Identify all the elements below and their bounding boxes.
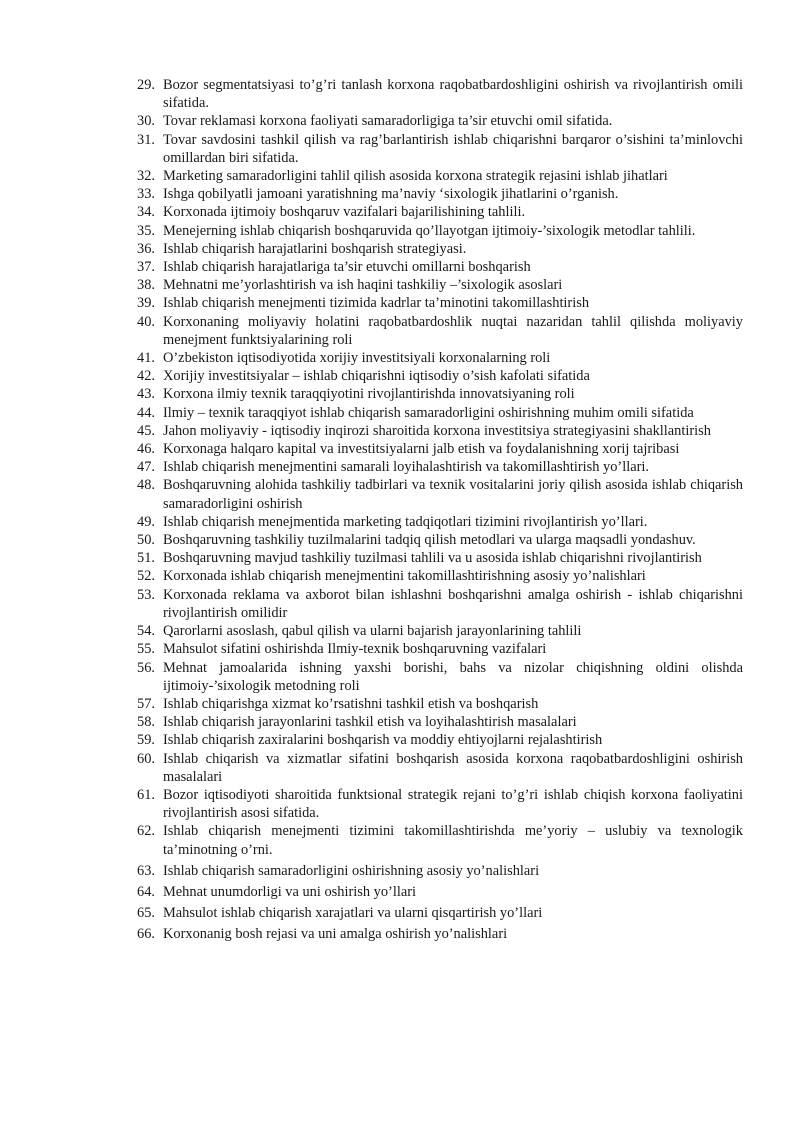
item-number: 42. — [137, 368, 155, 385]
list-item — [137, 440, 743, 458]
item-text: Ishlab chiqarish jarayonlarini tashkil etish va loyihalashtirish masalalari — [163, 714, 577, 731]
list-item — [137, 883, 743, 901]
item-number: 40. — [137, 313, 155, 330]
item-text: Mehnat jamoalarida ishning yaxshi borishi, bahs va nizolar chiqishning oldini olishda ijtimoiy-’sixologik metodning roli — [163, 659, 743, 694]
list-item — [137, 622, 743, 640]
item-number: 39. — [137, 295, 155, 312]
item-number: 35. — [137, 222, 155, 239]
item-text: Mahsulot sifatini oshirishda Ilmiy-texnik boshqaruvning vazifalari — [163, 641, 547, 658]
list-item — [137, 367, 743, 385]
list-item — [137, 112, 743, 130]
item-text: Korxona ilmiy texnik taraqqiyotini rivojlantirishda innovatsiyaning roli — [163, 386, 575, 403]
item-text: Korxonada ishlab chiqarish menejmentini takomillashtirishning asosiy yo’nalishlari — [163, 568, 646, 585]
item-number: 37. — [137, 259, 155, 276]
item-text: Marketing samaradorligini tahlil qilish asosida korxona strategik rejasini ishlab jihatlari — [163, 168, 668, 185]
item-number: 49. — [137, 513, 155, 530]
item-number: 43. — [137, 386, 155, 403]
item-number: 29. — [137, 77, 155, 93]
list-item — [137, 586, 743, 622]
list-item — [137, 862, 743, 880]
list-item — [137, 422, 743, 440]
list-item — [137, 294, 743, 312]
list-item — [137, 786, 743, 822]
topic-list — [137, 76, 743, 944]
list-item — [137, 185, 743, 203]
item-number: 62. — [137, 823, 155, 840]
item-number: 61. — [137, 786, 155, 803]
item-text: Qarorlarni asoslash, qabul qilish va ularni bajarish jarayonlarining tahlili — [163, 623, 582, 640]
item-number: 63. — [137, 862, 155, 879]
item-text: Mehnat unumdorligi va uni oshirish yo’llari — [163, 883, 417, 900]
list-item — [137, 476, 743, 512]
item-number: 50. — [137, 532, 155, 549]
item-number: 59. — [137, 732, 155, 749]
item-text: Xorijiy investitsiyalar – ishlab chiqarishni iqtisodiy o’sish kafolati sifatida — [163, 368, 590, 385]
item-text: Ilmiy – texnik taraqqiyot ishlab chiqarish samaradorligini oshirishning muhim omili sifatida — [163, 404, 694, 421]
list-item — [137, 713, 743, 731]
list-item — [137, 222, 743, 240]
item-text: Ishlab chiqarish samaradorligini oshirishning asosiy yo’nalishlari — [163, 862, 540, 879]
list-item — [137, 313, 743, 349]
item-text: Tovar savdosini tashkil qilish va rag’barlantirish ishlab chiqarishni barqaror o’sishini ta’minlovchi omillardan biri sifatida. — [163, 131, 743, 166]
item-number: 38. — [137, 277, 155, 294]
item-number: 58. — [137, 714, 155, 731]
list-item — [137, 513, 743, 531]
list-item — [137, 167, 743, 185]
item-number: 33. — [137, 186, 155, 203]
item-text: Korxonanig bosh rejasi va uni amalga oshirish yo’nalishlari — [163, 926, 508, 943]
item-text: Korxonaga halqaro kapital va investitsiyalarni jalb etish va foydalanishning xorij tajribasi — [163, 441, 680, 458]
item-number: 30. — [137, 113, 155, 130]
item-text: Ishlab chiqarish harajatlarini boshqarish strategiyasi. — [163, 240, 467, 257]
item-number: 31. — [137, 131, 155, 148]
item-text: Boshqaruvning alohida tashkiliy tadbirlari va texnik vositalarini joriy qilish asosida ishlab chiqarish samaradorligini oshirish — [163, 477, 743, 512]
item-text: Jahon moliyaviy - iqtisodiy inqirozi sharoitida korxona investitsiya strategiyasini shakllantirish — [163, 422, 711, 439]
item-number: 65. — [137, 905, 155, 922]
item-text: Ishlab chiqarishga xizmat ko’rsatishni tashkil etish va boshqarish — [163, 695, 539, 712]
item-text: Boshqaruvning mavjud tashkiliy tuzilmasi tahlili va u asosida ishlab chiqarishni rivojlantirish — [163, 550, 702, 567]
list-item — [137, 203, 743, 221]
item-number: 66. — [137, 926, 155, 943]
list-item — [137, 349, 743, 367]
item-number: 56. — [137, 659, 155, 676]
item-number: 41. — [137, 350, 155, 367]
item-text: O’zbekiston iqtisodiyotida xorijiy investitsiyali korxonalarning roli — [163, 350, 551, 367]
list-item — [137, 385, 743, 403]
list-item — [137, 531, 743, 549]
item-number: 55. — [137, 641, 155, 658]
list-item — [137, 822, 743, 858]
list-item — [137, 659, 743, 695]
list-item — [137, 731, 743, 749]
list-item — [137, 76, 743, 112]
list-item — [137, 458, 743, 476]
item-text: Boshqaruvning tashkiliy tuzilmalarini tadqiq qilish metodlari va ularga maqsadli yondashuv. — [163, 532, 696, 549]
item-number: 32. — [137, 168, 155, 185]
item-number: 45. — [137, 422, 155, 439]
item-text: Ishlab chiqarish zaxiralarini boshqarish va moddiy ehtiyojlarni rejalashtirish — [163, 732, 603, 749]
item-number: 44. — [137, 404, 155, 421]
item-number: 46. — [137, 441, 155, 458]
list-item — [137, 695, 743, 713]
list-item — [137, 904, 743, 922]
item-number: 34. — [137, 204, 155, 221]
item-number: 60. — [137, 750, 155, 767]
list-item — [137, 258, 743, 276]
item-text: Tovar reklamasi korxona faoliyati samaradorligiga ta’sir etuvchi omil sifatida. — [163, 113, 613, 130]
item-number: 48. — [137, 477, 155, 494]
item-text: Ishlab chiqarish menejmenti tizimida kadrlar ta’minotini takomillashtirish — [163, 295, 590, 312]
item-text: Bozor iqtisodiyoti sharoitida funktsional strategik rejani to’g’ri ishlab chiqish korxona faoliyatini rivojlantirish asosi sifatida. — [163, 786, 743, 822]
item-text: Mehnatni me’yorlashtirish va ish haqini tashkiliy –’sixologik asoslari — [163, 277, 563, 294]
item-text: Mahsulot ishlab chiqarish xarajatlari va ularni qisqartirish yo’llari — [163, 905, 543, 922]
item-number: 53. — [137, 586, 155, 603]
list-item — [137, 925, 743, 943]
list-item — [137, 131, 743, 167]
item-text: Ishlab chiqarish menejmentida marketing tadqiqotlari tizimini rivojlantirish yo’llari. — [163, 513, 648, 530]
list-item — [137, 276, 743, 294]
item-number: 54. — [137, 623, 155, 640]
item-text: Ishlab chiqarish menejmentini samarali loyihalashtirish va takomillashtirish yo’llari. — [163, 459, 649, 476]
item-text: Korxonaning moliyaviy holatini raqobatbardoshlik nuqtai nazaridan tahlil qilishda moliyaviy menejment funktsiyalarining roli — [163, 313, 743, 348]
list-item — [137, 240, 743, 258]
item-text: Ishga qobilyatli jamoani yaratishning ma’naviy ‘sixologik jihatlarini o’rganish. — [163, 186, 619, 203]
item-number: 47. — [137, 459, 155, 476]
item-number: 64. — [137, 883, 155, 900]
item-text: Ishlab chiqarish harajatlariga ta’sir etuvchi omillarni boshqarish — [163, 259, 531, 276]
item-text: Korxonada ijtimoiy boshqaruv vazifalari bajarilishining tahlili. — [163, 204, 526, 221]
item-text: Ishlab chiqarish menejmenti tizimini takomillashtirishda me’yoriy – uslubiy va texnologik ta’minotning o’rni. — [163, 823, 743, 858]
item-number: 51. — [137, 550, 155, 567]
list-item — [137, 750, 743, 786]
item-number: 36. — [137, 240, 155, 257]
item-text: Korxonada reklama va axborot bilan ishlashni boshqarishni amalga oshirish - ishlab chiqarishni rivojlantirish omilidir — [163, 586, 743, 621]
list-item — [137, 567, 743, 585]
item-text: Menejerning ishlab chiqarish boshqaruvida qo’llayotgan ijtimoiy-’sixologik metodlar tahlili. — [163, 222, 696, 239]
list-item — [137, 640, 743, 658]
list-item — [137, 404, 743, 422]
item-number: 57. — [137, 695, 155, 712]
item-text: Bozor segmentatsiyasi to’g’ri tanlash korxona raqobatbardoshligini oshirish va rivojlantirish omili sifatida. — [163, 77, 743, 112]
item-text: Ishlab chiqarish va xizmatlar sifatini boshqarish asosida korxona raqobatbardoshligini oshirish masalalari — [163, 750, 743, 785]
item-number: 52. — [137, 568, 155, 585]
list-item — [137, 549, 743, 567]
